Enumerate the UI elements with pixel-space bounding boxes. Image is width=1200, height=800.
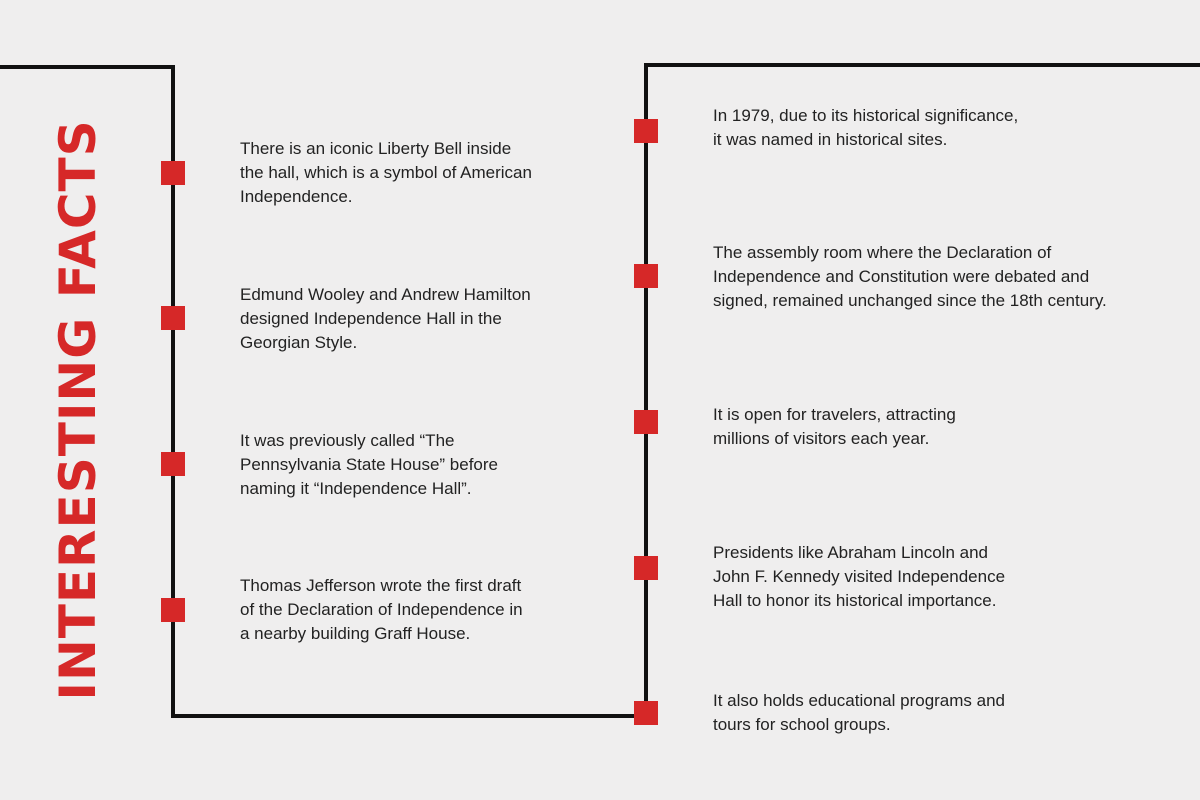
top-right-line <box>644 63 1200 67</box>
fact-liberty-bell: There is an iconic Liberty Bell inside the hall, which is a symbol of American Independence. <box>240 139 532 206</box>
fact-historical-site: In 1979, due to its historical significance, it was named in historical sites. <box>713 106 1019 149</box>
top-left-line <box>0 65 175 69</box>
timeline-marker <box>634 701 658 725</box>
timeline-marker <box>161 161 185 185</box>
right-vertical-line <box>644 63 648 718</box>
timeline-marker <box>634 410 658 434</box>
page-title: INTERESTING FACTS <box>49 119 107 701</box>
timeline-marker <box>161 452 185 476</box>
bottom-connector-line <box>171 714 648 718</box>
timeline-marker <box>634 264 658 288</box>
fact-assembly-room: The assembly room where the Declaration of Independence and Constitution were debated and signed, remained unchanged since the 18th century. <box>713 243 1107 310</box>
timeline-marker <box>634 556 658 580</box>
timeline-marker <box>161 598 185 622</box>
timeline-marker <box>634 119 658 143</box>
fact-former-name: It was previously called “The Pennsylvania State House” before naming it “Independence Hall”. <box>240 431 498 498</box>
fact-presidents: Presidents like Abraham Lincoln and John F. Kennedy visited Independence Hall to honor its historical importance. <box>713 543 1006 610</box>
fact-visitors: It is open for travelers, attracting millions of visitors each year. <box>713 405 956 448</box>
fact-educational-programs: It also holds educational programs and tours for school groups. <box>713 691 1006 734</box>
fact-jefferson-draft: Thomas Jefferson wrote the first draft of the Declaration of Independence in a nearby building Graff House. <box>240 576 523 643</box>
timeline-marker <box>161 306 185 330</box>
fact-architects: Edmund Wooley and Andrew Hamilton designed Independence Hall in the Georgian Style. <box>240 285 531 352</box>
